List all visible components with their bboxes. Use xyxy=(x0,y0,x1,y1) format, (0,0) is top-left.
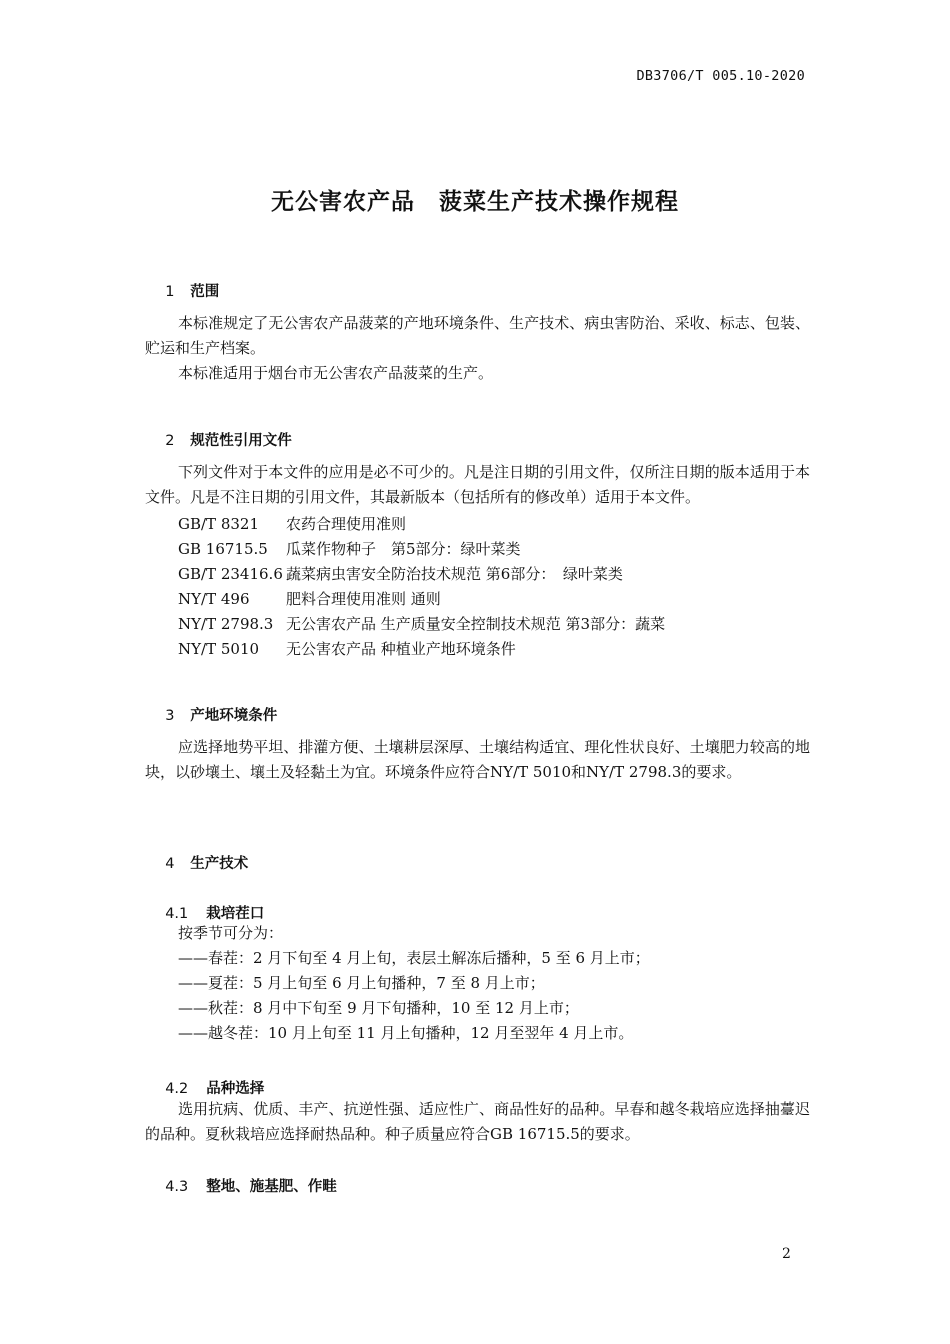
section-number: 1 xyxy=(165,284,175,300)
section-title: 产地环境条件 xyxy=(190,708,278,724)
season-item: ——夏茬：5 月上旬至 6 月上旬播种，7 至 8 月上市； xyxy=(178,974,545,992)
season-list xyxy=(178,921,650,1046)
section-1-paragraph-2: 本标准适用于烟台市无公害农产品菠菜的生产。 xyxy=(178,364,494,382)
page-number: 2 xyxy=(782,1246,791,1262)
reference-code: GB/T 8321 xyxy=(178,515,260,533)
section-title: 生产技术 xyxy=(190,856,249,872)
reference-title: 肥料合理使用准则 通则 xyxy=(286,590,441,608)
section-1-heading xyxy=(145,264,219,317)
subsection-title: 栽培茬口 xyxy=(206,906,265,922)
reference-code: NY/T 2798.3 xyxy=(178,615,274,633)
reference-code: GB/T 23416.6 xyxy=(178,565,283,583)
section-number: 3 xyxy=(165,708,175,724)
subsection-number: 4.1 xyxy=(165,906,189,922)
section-title: 范围 xyxy=(190,284,220,300)
reference-item xyxy=(178,537,665,562)
section-number: 4 xyxy=(165,856,175,872)
season-item: ——春茬：2 月下旬至 4 月上旬，表层土解冻后播种，5 至 6 月上市； xyxy=(178,949,650,967)
document-title: 无公害农产品 菠菜生产技术操作规程 xyxy=(271,189,679,215)
subsection-number: 4.3 xyxy=(165,1179,189,1195)
season-item: ——越冬茬：10 月上旬至 11 月上旬播种，12 月至翌年 4 月上市。 xyxy=(178,1024,634,1042)
subsection-4-2-paragraph: 选用抗病、优质、丰产、抗逆性强、适应性广、商品性好的品种。早春和越冬栽培应选择抽薹迟的品种。夏秋栽培应选择耐热品种。种子质量应符合GB 16715.5的要求。 xyxy=(145,1100,810,1143)
reference-item xyxy=(178,587,665,612)
subsection-number: 4.2 xyxy=(165,1081,189,1097)
subsection-4-3-heading xyxy=(145,1159,337,1212)
reference-item xyxy=(178,612,665,637)
document-code: DB3706/T 005.10-2020 xyxy=(636,68,805,84)
section-3-heading xyxy=(145,688,277,741)
subsection-title: 品种选择 xyxy=(206,1081,265,1097)
reference-item xyxy=(178,512,665,537)
reference-title: 无公害农产品 种植业产地环境条件 xyxy=(286,640,516,658)
normative-references-list xyxy=(178,512,665,662)
reference-item xyxy=(178,637,665,662)
reference-title: 瓜菜作物种子 第5部分：绿叶菜类 xyxy=(286,540,521,558)
section-1-paragraph-1: 本标准规定了无公害农产品菠菜的产地环境条件、生产技术、病虫害防治、采收、标志、包装、贮运和生产档案。 xyxy=(145,314,810,357)
section-number: 2 xyxy=(165,433,175,449)
reference-title: 蔬菜病虫害安全防治技术规范 第6部分： 绿叶菜类 xyxy=(286,565,623,583)
reference-code: NY/T 496 xyxy=(178,590,250,608)
season-intro: 按季节可分为： xyxy=(178,924,284,942)
section-3-paragraph: 应选择地势平坦、排灌方便、土壤耕层深厚、土壤结构适宜、理化性状良好、土壤肥力较高的地块，以砂壤土、壤土及轻黏土为宜。环境条件应符合NY/T 5010和NY/T 2798.3的要求。 xyxy=(145,738,810,781)
subsection-title: 整地、施基肥、作畦 xyxy=(206,1179,337,1195)
section-4-heading xyxy=(145,836,248,889)
reference-code: NY/T 5010 xyxy=(178,640,260,658)
section-title: 规范性引用文件 xyxy=(190,433,292,449)
season-item: ——秋茬：8 月中下旬至 9 月下旬播种，10 至 12 月上市； xyxy=(178,999,579,1017)
reference-title: 农药合理使用准则 xyxy=(286,515,407,533)
reference-item xyxy=(178,562,665,587)
reference-code: GB 16715.5 xyxy=(178,540,268,558)
reference-title: 无公害农产品 生产质量安全控制技术规范 第3部分：蔬菜 xyxy=(286,615,666,633)
section-2-paragraph: 下列文件对于本文件的应用是必不可少的。凡是注日期的引用文件，仅所注日期的版本适用于本文件。凡是不注日期的引用文件，其最新版本（包括所有的修改单）适用于本文件。 xyxy=(145,463,810,506)
section-2-heading xyxy=(145,413,292,466)
